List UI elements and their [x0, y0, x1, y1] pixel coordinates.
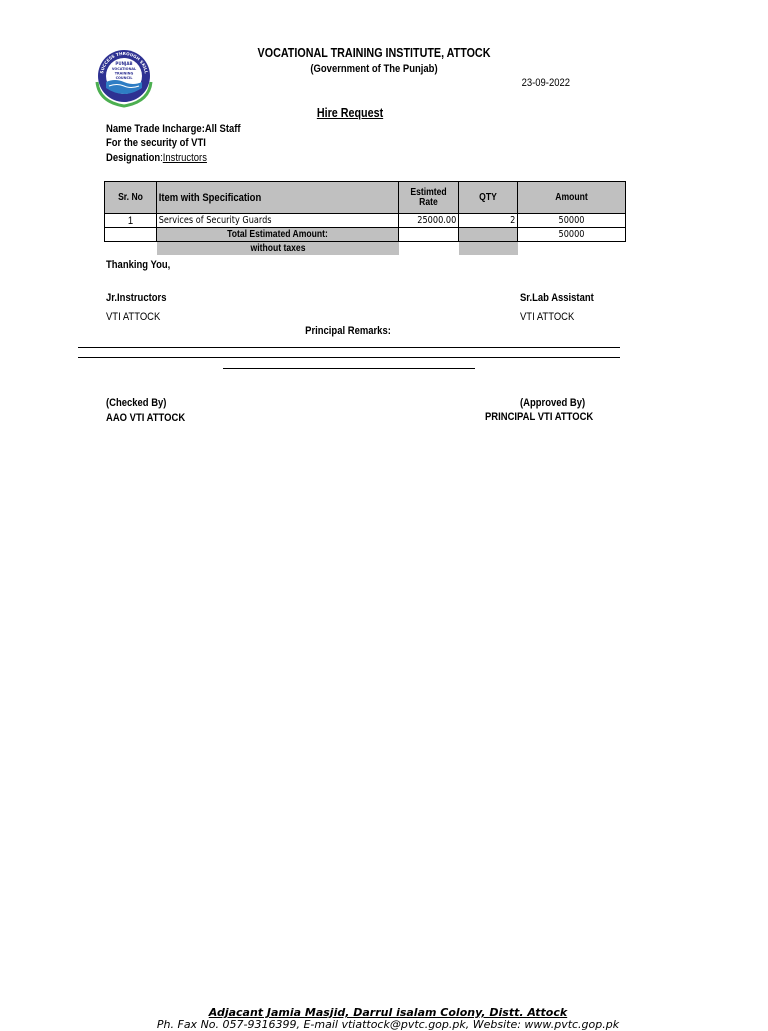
designation-line: [106, 152, 207, 164]
row-rate: 25000.00: [399, 214, 459, 228]
right-signatory-org: VTI ATTOCK: [520, 311, 575, 323]
institute-name: VOCATIONAL TRAINING INSTITUTE, ATTOCK: [257, 46, 491, 60]
total-row: [105, 228, 626, 242]
svg-text:SUCCESS THROUGH SKILL: SUCCESS THROUGH SKILL: [99, 50, 149, 74]
total-label: Total Estimated Amount:: [157, 228, 399, 242]
total-amount: 50000: [518, 228, 626, 242]
document-title: Hire Request: [316, 106, 384, 120]
right-signatory-title: Sr.Lab Assistant: [520, 292, 594, 304]
table-row: [105, 214, 626, 228]
document-date: 23-09-2022: [521, 77, 570, 89]
footer-contact: Ph. Fax No. 057-9316399, E-mail vtiattock@pvtc.gop.pk, Website: www.pvtc.gop.pk: [156, 1018, 620, 1031]
row-qty: 2: [459, 214, 518, 228]
thanking-text: Thanking You,: [106, 259, 171, 271]
svg-text:VOCATIONAL: VOCATIONAL: [111, 67, 137, 71]
remarks-line-1: [78, 347, 620, 348]
approved-by-label: (Approved By): [520, 397, 586, 409]
government-subtitle: (Government of The Punjab): [310, 63, 438, 75]
pvtc-logo: [91, 48, 157, 108]
designation-label: Designation: [106, 152, 161, 164]
checked-by-org: AAO VTI ATTOCK: [106, 412, 186, 424]
row-sr-no: 1: [105, 214, 157, 228]
designation-separator: :: [160, 152, 163, 164]
left-signatory-org: VTI ATTOCK: [106, 311, 161, 323]
header-amount: Amount: [518, 182, 626, 214]
taxes-row: [105, 242, 626, 256]
header-rate: Estimted Rate: [399, 182, 459, 214]
taxes-note: without taxes: [157, 242, 399, 256]
remarks-line-2: [78, 357, 620, 358]
header-item: Item with Specification: [157, 182, 399, 214]
header-sr-no: Sr. No: [105, 182, 157, 214]
designation-value: Instructors: [162, 152, 207, 164]
principal-remarks-label: Principal Remarks:: [305, 325, 391, 337]
purpose-line: For the security of VTI: [106, 137, 206, 149]
footer-address: Adjacant Jamia Masjid, Darrul isalam Colony, Distt. Attock: [208, 1006, 568, 1019]
svg-text:COUNCIL: COUNCIL: [115, 76, 133, 80]
svg-text:PUNJAB: PUNJAB: [115, 61, 133, 66]
svg-text:TRAINING: TRAINING: [114, 71, 134, 76]
row-amount: 50000: [518, 214, 626, 228]
trade-incharge-line: Name Trade Incharge:All Staff: [106, 123, 241, 135]
remarks-line-3: [223, 368, 475, 369]
row-item: Services of Security Guards: [157, 214, 399, 228]
left-signatory-title: Jr.Instructors: [106, 292, 167, 304]
header-qty: QTY: [459, 182, 518, 214]
items-table: [104, 181, 626, 255]
checked-by-label: (Checked By): [106, 397, 167, 409]
approved-by-org: PRINCIPAL VTI ATTOCK: [485, 411, 594, 423]
table-header-row: [105, 182, 626, 214]
